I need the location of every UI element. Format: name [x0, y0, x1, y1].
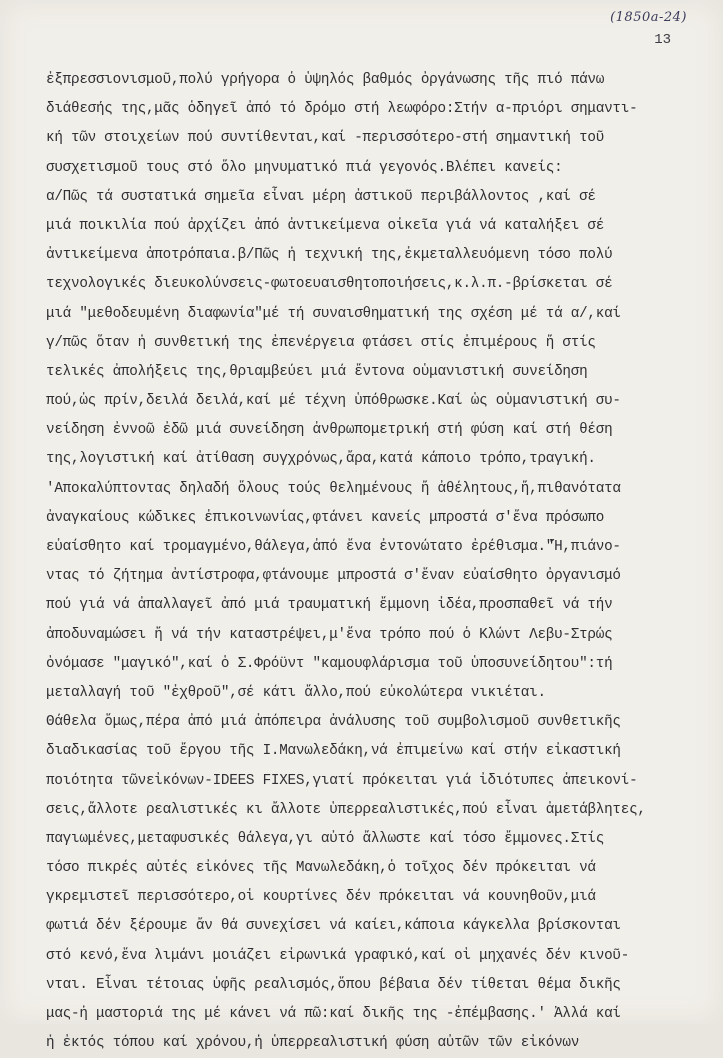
- text-line: ἀποδυναμώσει ἤ νά τήν καταστρέψει,μ'ἕνα τρόπο πού ὁ Κλώντ Λεβυ-Στρώς: [46, 626, 613, 643]
- text-line: τεχνολογικές διευκολύνσεις-φωτοευαισθητοποιήσεις,κ.λ.π.-βρίσκεται σέ: [46, 276, 613, 293]
- text-line: στό κενό,ἕνα λιμάνι μοιάζει εἰρωνικά γραφικό,καί οἱ μηχανές δέν κινοῦ-: [46, 947, 630, 964]
- text-line: μας-ἡ μαστοριά της μέ κάνει νά πῶ:καί δικῆς της -ἐπέμβασης.' Ἀλλά καί: [46, 1006, 621, 1022]
- text-line: παγιωμένες,μεταφυσικές θάλεγα,γι αὐτό ἄλλωστε καί τόσο ἔμμονες.Στίς: [46, 830, 605, 847]
- text-line: διαδικασίας τοῦ ἔργου τῆς Ι.Μανωλεδάκη,νά ἐπιμείνω καί στήν εἰκαστική: [46, 743, 621, 760]
- text-line: ποιότητα τῶνεἰκόνων-IDEES FIXES,γιατί πρόκειται γιά ἰδιότυπες ἀπεικονί-: [46, 772, 638, 789]
- text-line: τελικές ἀπολήξεις της,θριαμβεύει μιά ἔντονα οὑμανιστική συνείδηση: [46, 363, 588, 380]
- text-line: ὀνόμασε "μαγικό",καί ὁ Σ.Φρόϋντ "καμουφλάρισμα τοῦ ὑποσυνείδητου":τή: [46, 655, 613, 672]
- text-line: μιά ποικιλία πού ἀρχίζει ἀπό ἀντικείμενα οἰκεῖα γιά νά καταλήξει σέ: [46, 217, 605, 234]
- text-line: της,λογιστική καί ἀτίθαση συγχρόνως,ἄρα,κατά κάποιο τρόπο,τραγική.: [46, 451, 596, 468]
- text-line: νται. Εἶναι τέτοιας ὑφῆς ρεαλισμός,ὅπου βέβαια δέν τίθεται θέμα δικῆς: [46, 976, 621, 993]
- text-line: φωτιά δέν ξέρουμε ἄν θά συνεχίσει νά καίει,κάποια κάγκελλα βρίσκονται: [46, 918, 621, 935]
- text-line: πού γιά νά ἀπαλλαγεῖ ἀπό μιά τραυματική ἔμμονη ἰδέα,προσπαθεῖ νά τήν: [46, 597, 613, 614]
- text-line: Θάθελα ὅμως,πέρα ἀπό μιά ἀπόπειρα ἀνάλυσης τοῦ συμβολισμοῦ συνθετικῆς: [46, 714, 621, 731]
- text-line: ντας τό ζήτημα ἀντίστροφα,φτάνουμε μπροστά σ'ἕναν εὐαίσθητο ὀργανισμό: [46, 568, 621, 585]
- text-line: α/Πῶς τά συστατικά σημεῖα εἶναι μέρη ἀστικοῦ περιβάλλοντος ,καί σέ: [46, 188, 596, 205]
- text-line: σεις,ἄλλοτε ρεαλιστικές κι ἄλλοτε ὑπερρεαλιστικές,πού εἶναι ἀμετάβλητες,: [46, 801, 646, 818]
- body-text: [46, 66, 696, 1058]
- text-line: τόσο πικρές αὐτές εἰκόνες τῆς Μανωλεδάκη,ὁ τοῖχος δέν πρόκειται νά: [46, 860, 596, 877]
- text-line: ἐξπρεσσιονισμοῦ,πολύ γρήγορα ὁ ὑψηλός βαθμός ὀργάνωσης τῆς πιό πάνω: [46, 72, 605, 88]
- text-line: διάθεσής της,μᾶς ὁδηγεῖ ἀπό τό δρόμο στή λεωφόρο:Στήν α-πριόρι σημαντι-: [46, 101, 638, 118]
- text-line: μεταλλαγή τοῦ "ἐχθροῦ",σέ κάτι ἄλλο,πού εὐκολώτερα νικιέται.: [46, 684, 546, 701]
- text-line: ἀντικείμενα ἀποτρόπαια.β/Πῶς ἡ τεχνική της,ἐκμεταλλευόμενη τόσο πολύ: [46, 247, 613, 264]
- text-line: μιά "μεθοδευμένη διαφωνία"μέ τή συναισθηματική της σχέση μέ τά α/,καί: [46, 305, 621, 322]
- text-line: νείδηση ἐννοῶ ἐδῶ μιά συνείδηση ἀνθρωπομετρική στή φύση καί στή θέση: [46, 422, 613, 439]
- text-line: εὐαίσθητο καί τρομαγμένο,θάλεγα,ἀπό ἕνα ἐντονώτατο ἐρέθισμα."Ἤ,πιάνο-: [46, 539, 621, 555]
- page-number: 13: [654, 32, 671, 48]
- text-line: πού,ὡς πρίν,δειλά δειλά,καί μέ τέχνη ὑπόθρωσκε.Καί ὡς οὑμανιστική συ-: [46, 393, 621, 410]
- text-line: γκρεμιστεῖ περισσότερο,οἱ κουρτίνες δέν πρόκειται νά κουνηθοῦν,μιά: [46, 889, 596, 906]
- text-line: κή τῶν στοιχείων πού συντίθενται,καί -περισσότερο-στή σημαντική τοῦ: [46, 130, 605, 147]
- text-line: ἡ ἐκτός τόπου καί χρόνου,ἡ ὑπερρεαλιστική φύση αὐτῶν τῶν εἰκόνων: [46, 1035, 580, 1052]
- text-line: γ/πῶς ὅταν ἡ συνθετική της ἐπενέργεια φτάσει στίς ἐπιμέρους ἤ στίς: [46, 334, 596, 351]
- text-line: 'Αποκαλύπτοντας δηλαδή ὅλους τούς θελημένους ἤ ἀθέλητους,ἤ,πιθανότατα: [46, 480, 621, 497]
- archive-reference: (1850a-24): [610, 10, 687, 25]
- text-line: συσχετισμοῦ τους στό ὅλο μηνυματικό πιά γεγονός.Βλέπει κανείς:: [46, 159, 563, 176]
- text-line: ἀναγκαίους κώδικες ἐπικοινωνίας,φτάνει κανείς μπροστά σ'ἕνα πρόσωπο: [46, 509, 605, 526]
